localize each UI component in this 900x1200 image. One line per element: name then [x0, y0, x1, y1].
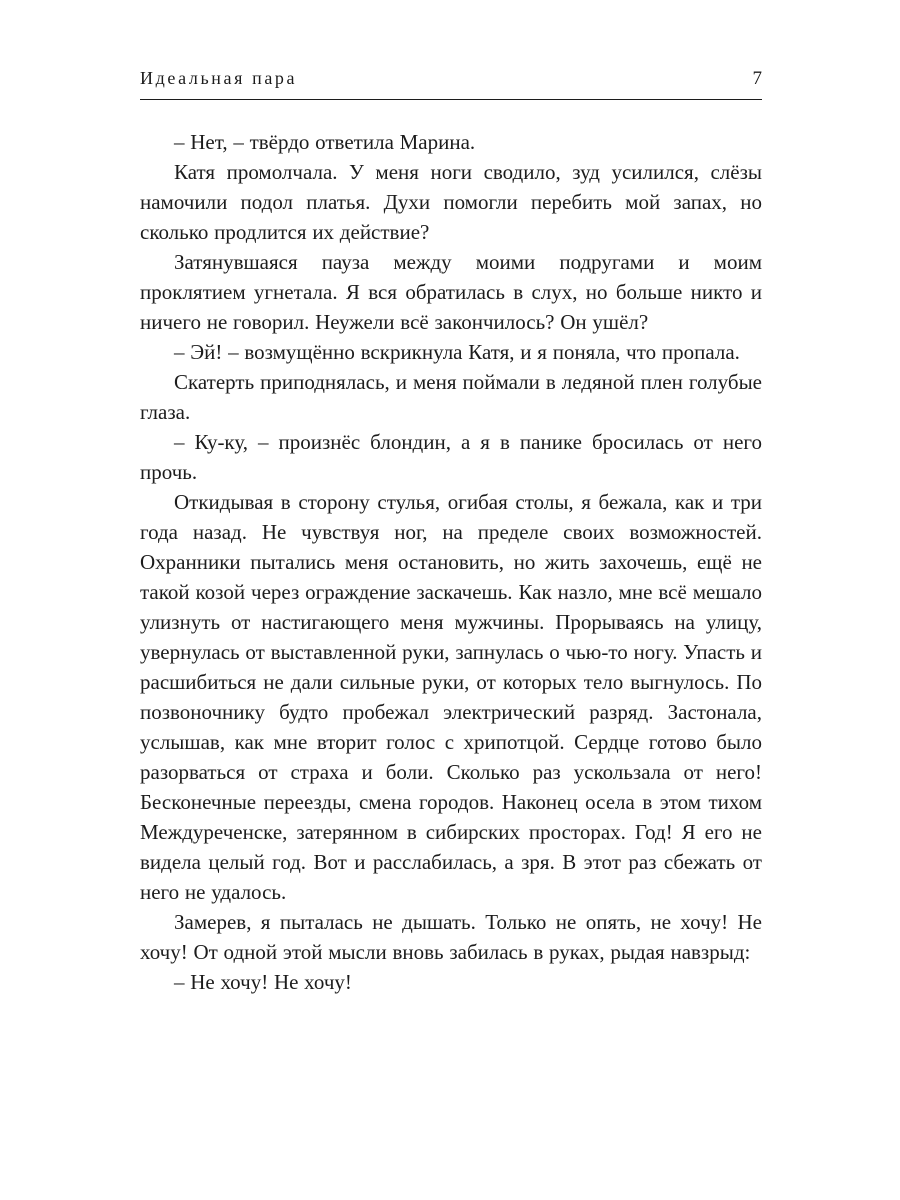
paragraph: Затянувшаяся пауза между моими подругами и моим проклятием угнетала. Я вся обратилась в слух, но больше никто и ничего не говорил. Неужели всё закончилось? Он ушёл?	[140, 250, 762, 334]
paragraph: Скатерть приподнялась, и меня поймали в ледяной плен голубые глаза.	[140, 370, 762, 424]
paragraph: Катя промолчала. У меня ноги сводило, зуд усилился, слёзы намочили подол платья. Духи помогли перебить мой запах, но сколько продлится их действие?	[140, 160, 762, 244]
paragraph: – Эй! – возмущённо вскрикнула Катя, и я поняла, что пропала.	[174, 340, 740, 364]
paragraph: – Не хочу! Не хочу!	[174, 970, 352, 994]
paragraph: – Ку-ку, – произнёс блондин, а я в панике бросилась от него прочь.	[140, 430, 762, 484]
page-body	[140, 127, 762, 997]
page-header	[140, 68, 762, 90]
page-number: 7	[752, 68, 762, 89]
paragraph: Откидывая в сторону стулья, огибая столы, я бежала, как и три года назад. Не чувствуя ног, на пределе своих возможностей. Охранники пытались меня остановить, но жить захочешь, ещё не такой козой через ограждение заскачешь. Как назло, мне всё мешало улизнуть от настигающего меня мужчины. Прорываясь на улицу, увернулась от выставленной руки, запнулась о чью-то ногу. Упасть и расшибиться не дали сильные руки, от которых тело выгнулось. По позвоночнику будто пробежал электрический разряд. Застонала, услышав, как мне вторит голос с хрипотцой. Сердце готово было разорваться от страха и боли. Сколько раз ускользала от него! Бесконечные переезды, смена городов. Наконец осела в этом тихом Междуреченске, затерянном в сибирских просторах. Год! Я его не видела целый год. Вот и расслабилась, а зря. В этот раз сбежать от него не удалось.	[140, 490, 762, 904]
paragraph: – Нет, – твёрдо ответила Марина.	[174, 130, 476, 154]
running-title: Идеальная пара	[140, 68, 298, 88]
paragraph: Замерев, я пыталась не дышать. Только не опять, не хочу! Не хочу! От одной этой мысли вновь забилась в руках, рыдая навзрыд:	[140, 910, 762, 964]
header-rule	[140, 99, 762, 100]
